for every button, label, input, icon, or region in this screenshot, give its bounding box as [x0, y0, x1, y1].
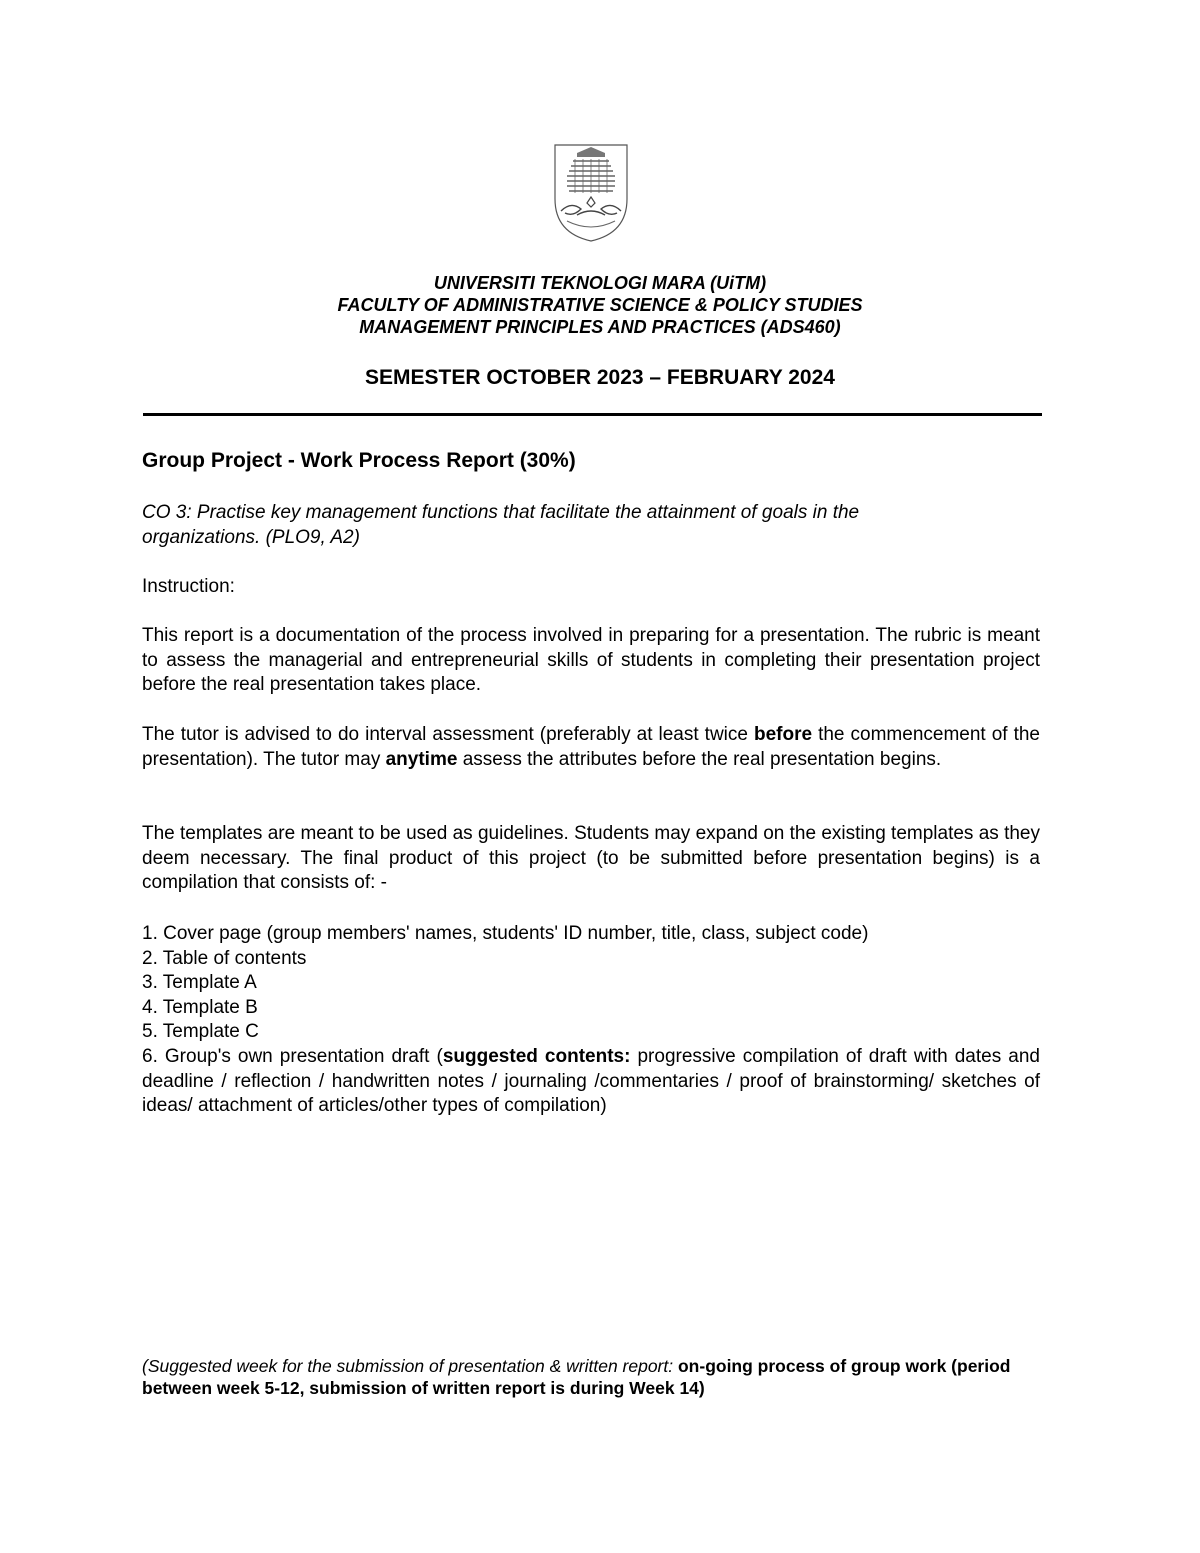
- paragraph-documentation: This report is a documentation of the process involved in preparing for a presentation. The rubric is meant to assess the managerial and entrepreneurial skills of students in completing their presentation project before the real presentation takes place.: [142, 625, 1040, 696]
- header-divider: [143, 413, 1042, 416]
- faculty-name: FACULTY OF ADMINISTRATIVE SCIENCE & POLICY STUDIES: [337, 295, 863, 315]
- paragraph-text: assess the attributes before the real presentation begins.: [457, 748, 942, 770]
- list-item-text: 6. Group's own presentation draft (: [142, 1045, 443, 1067]
- list-item: 2. Table of contents: [142, 947, 307, 969]
- project-title: Group Project - Work Process Report (30%): [142, 449, 576, 472]
- submission-note-detail: on-going process of group work (period between week 5-12, submission of written report is during Week 14): [142, 1356, 1011, 1398]
- submission-note-intro: (Suggested week for the submission of presentation & written report:: [142, 1356, 678, 1376]
- course-name: MANAGEMENT PRINCIPLES AND PRACTICES (ADS460): [359, 317, 841, 337]
- paragraph-tutor-assessment: [142, 723, 1040, 772]
- list-item: [142, 1045, 1040, 1119]
- list-item-text: progressive compilation of draft with dates and deadline / reflection / handwritten notes / journaling /commentaries / proof of brainstorming/ sketches of ideas/ attachment of articles/other types of compilation): [142, 1045, 1040, 1117]
- list-item: 4. Template B: [142, 996, 258, 1018]
- suggested-contents-label: suggested contents:: [442, 1045, 631, 1067]
- emphasis-anytime: anytime: [385, 748, 458, 770]
- uitm-crest-icon: [547, 141, 635, 243]
- instruction-label: Instruction:: [142, 576, 235, 597]
- list-item: 1. Cover page (group members' names, students' ID number, title, class, subject code): [142, 923, 869, 944]
- submission-note: [142, 1355, 1040, 1399]
- semester-title: SEMESTER OCTOBER 2023 – FEBRUARY 2024: [365, 366, 835, 389]
- paragraph-templates: The templates are meant to be used as guidelines. Students may expand on the existing templates as they deem necessary. The final product of this project (to be submitted before presentation begins) is a compilation that consists of: -: [142, 823, 1040, 894]
- list-item: 5. Template C: [142, 1021, 259, 1043]
- paragraph-text: The tutor is advised to do interval assessment (preferably at least twice: [142, 724, 754, 745]
- course-outcome: CO 3: Practise key management functions that facilitate the attainment of goals in the organizations. (PLO9, A2): [142, 502, 860, 548]
- emphasis-before: before: [753, 724, 813, 745]
- university-name: UNIVERSITI TEKNOLOGI MARA (UiTM): [433, 273, 767, 293]
- compilation-list: [142, 922, 1040, 1119]
- paragraph-text: the commencement of the presentation). The tutor may: [142, 724, 1041, 770]
- list-item: 3. Template A: [142, 972, 257, 994]
